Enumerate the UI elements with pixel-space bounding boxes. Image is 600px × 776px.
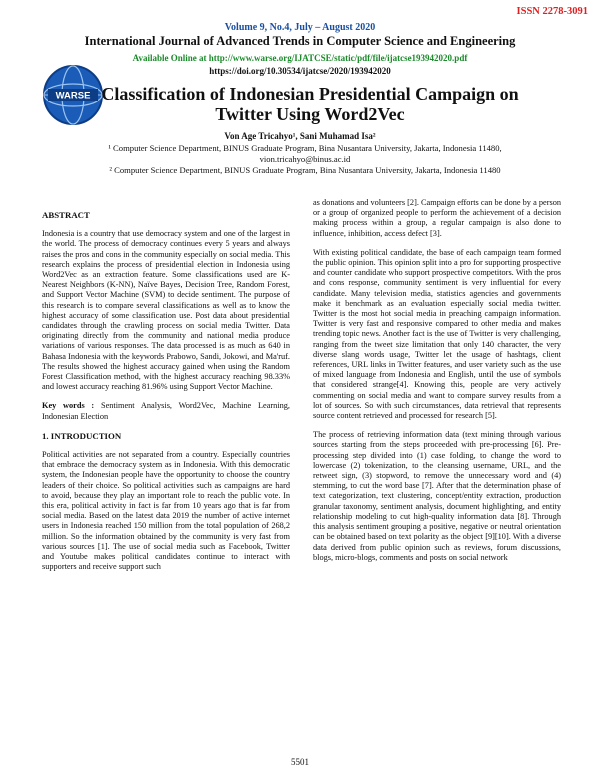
journal-name: International Journal of Advanced Trends in Computer Science and Engineering (84, 34, 516, 48)
keywords-label: Key words : (42, 401, 95, 411)
volume-line: Volume 9, No.4, July – August 2020 (224, 22, 376, 33)
left-column (42, 210, 290, 582)
right-column (313, 198, 561, 572)
right-paragraph-3: The process of retrieving information data (text mining through various sources starting from the steps proceeded with pre-processing [6]. Pre-processing step divided into (1) case folding, to change the word to lowercase (2) tokenization, to the cleansing username, URL, and the retweet sign, (3) stopword, to remove the unnecessary word and (4) stemming, to cut the word base [7]. After that the determination phase of text categorization, text clustering, concept/entity extraction, production granular taxonomy, sentiment analysis, document highlighting, and entity relationship modeling to cut high-quality information data [8]. Through this analysis sentiment grouping a positive, negative or neutral orientation can be obtained based on text polarity as the object [9][10]. With a diverse data derived from public opinion such as reviews, forum discussions, blogs, micro-blogs, comments and posts on social network (313, 430, 561, 562)
abstract-text: Indonesia is a country that use democracy system and one of the largest in the world. The process of democracy continues every 5 years and always raises the pros and cons in the community especially on social media. This research explains the process of presidential election in Indonesia using Word2Vec as an extraction feature. Some classifications used are K-Nearest Neighbors (K-NN), Naïve Bayes, Decision Tree, Random Forest, and Support Vector Machine (SVM) to decide sentiment. The purpose of this research is to compare several classifications as well as to know the highest accuracy of some classification use. Post data about presidential candidates through the crawling process on social media Twitter. Data originating directly from the community and national media produce variations of various responses. The data processed is as much as 640 in Bahasa Indonesia with the keywords Prabowo, Sandi, Jokowi, and Ma'ruf. The results showed the highest accuracy gained when using the Random Forest Classification method, with the highest accuracy reaching 98.33% and lowest accuracy reaching 81.96% using Support Vector Machine. (42, 229, 290, 392)
introduction-heading: 1. INTRODUCTION (42, 430, 122, 441)
doi-link[interactable]: https://doi.org/10.30534/ijatcse/2020/193942020 (209, 66, 391, 76)
page-number: 5501 (291, 757, 309, 767)
issn-label: ISSN 2278-3091 (516, 6, 588, 17)
right-paragraph-1: as donations and volunteers [2]. Campaign efforts can be done by a person or a group of organized people to perform the achievement of a decision making process within a group, a regular campaign is also done to influence, inhibition, access defect [3]. (313, 198, 561, 238)
affiliation-2: ² Computer Science Department, BINUS Graduate Program, Bina Nusantara University, Jakarta, Indonesia 11480 (109, 165, 501, 175)
abstract-heading: ABSTRACT (42, 210, 90, 220)
affiliation-1: ¹ Computer Science Department, BINUS Graduate Program, Bina Nusantara University, Jakarta, Indonesia 11480, vion.tricahyo@binus.ac.id (108, 143, 502, 164)
introduction-paragraph-1: Political activities are not separated from a country. Especially countries that embrace the democracy system as in Indonesia. With this democratic system, the Indonesian people have the opportunity to choose the country leaders of their choice. So political activities such as campaigns are hard to avoid, because they play an important role to reach the public vote. In this era, political activity in fact is far from 10 years ago that is far from social media. Based on the latest data 2019 the number of active internet users in Indonesia reached 150 million from the total population of 268,2 million. So the information obtained by the community is very fast from various sources [1]. The use of social media such as Facebook, Twitter and Youtube makes political candidates continue to interact with supporters and receive support such (42, 450, 290, 572)
keywords (42, 401, 290, 421)
available-online-link[interactable]: Available Online at http://www.warse.org/IJATCSE/static/pdf/file/ijatcse193942020.pdf (132, 53, 468, 63)
logo-text: WARSE (55, 90, 91, 102)
paper-title: Classification of Indonesian Presidential Campaign on Twitter Using Word2Vec (101, 84, 519, 124)
warse-logo (42, 64, 104, 126)
authors: Von Age Tricahyo¹, Sani Muhamad Isa² (224, 131, 376, 141)
keywords-text: Sentiment Analysis, Word2Vec, Machine Learning, Indonesian Election (42, 401, 290, 421)
right-paragraph-2: With existing political candidate, the base of each campaign team formed the public opinion. This opinion split into a pro for supporting prospective and counter candidate who support prospective competitors. With the pros and cons response, community sentiment is very influential for every candidate. Many television media, statistics agencies and governments make it benchmark as an evaluation especially social media twitter. Twitter is the most hot social media in preaching campaign information. Twitter is very fast and responsive compared to other media and makes trending topic news. Another fact is the use of Twitter is very challenging, ranging from the tweet size limitation that only 140 character, the very diverse slang words usage, Twitter let the usage of hashtags, client references, URL links in Twitter features, and user variety such as the use of mixed language from Indonesia and English, until the use of symbols that considered strange[4]. Knowing this, people are very actively commenting on social media and want to compare survey results from a lot of sources. So with such circumstances, data retrieval that represents source content retrieved and processed for research [5]. (313, 247, 561, 421)
